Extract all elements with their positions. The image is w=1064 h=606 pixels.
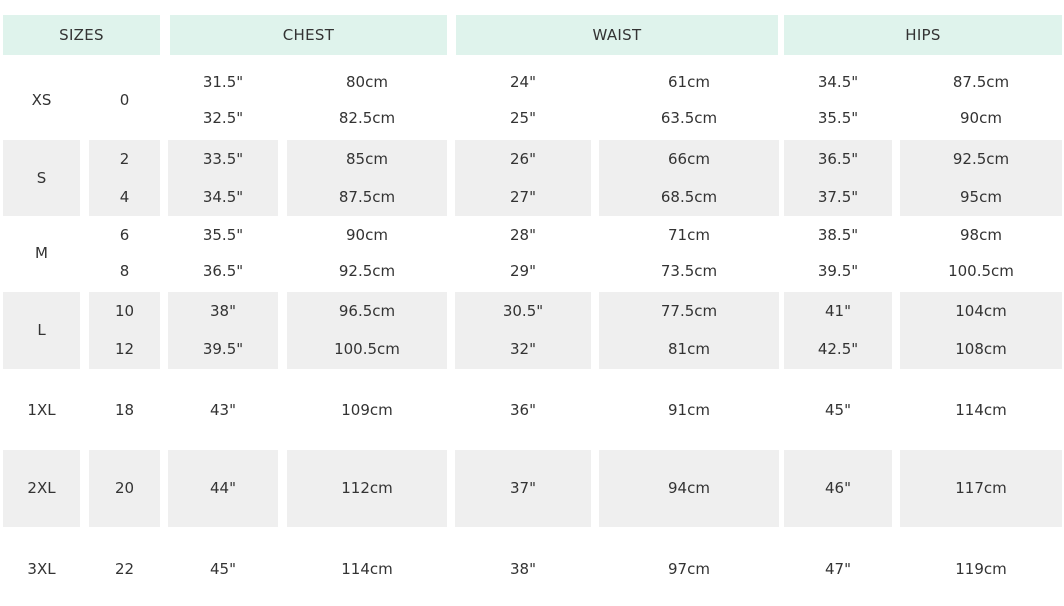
chest-cm-value: 100.5cm (334, 340, 400, 359)
size-label-cell (3, 64, 80, 136)
waist-cm-cell (599, 375, 779, 446)
size-label-cell (3, 292, 80, 369)
hips-inches-value: 42.5" (817, 340, 859, 359)
header-chest-label: CHEST (282, 25, 335, 44)
hips-inches-value: 35.5" (817, 108, 859, 127)
hips-inches-cell (784, 292, 892, 369)
waist-inches-value: 37" (510, 479, 536, 497)
size-label: 1XL (27, 401, 56, 419)
size-label: XS (31, 90, 52, 109)
header-hips (784, 15, 1062, 55)
waist-cm-value: 91cm (668, 401, 710, 419)
waist-inches-value: 26" (510, 149, 536, 168)
size-number-value: 4 (119, 187, 130, 206)
hips-cm-value: 114cm (955, 401, 1007, 419)
chest-inches-cell (168, 450, 278, 527)
size-label: S (36, 168, 47, 187)
hips-cm-value: 98cm (960, 226, 1002, 245)
chest-cm-value: 92.5cm (338, 261, 396, 280)
hips-cm-value: 117cm (955, 479, 1007, 497)
header-sizes (3, 15, 160, 55)
chest-inches-cell (168, 292, 278, 369)
waist-cm-value: 77.5cm (660, 301, 718, 320)
waist-cm-value: 68.5cm (660, 187, 718, 206)
chest-inches-cell (168, 375, 278, 446)
chest-inches-value: 39.5" (202, 340, 244, 359)
hips-cm-value: 87.5cm (952, 72, 1010, 91)
chest-cm-cell (287, 292, 447, 369)
waist-inches-value: 38" (510, 560, 536, 578)
chest-inches-cell (168, 64, 278, 136)
size-number-cell (89, 375, 160, 446)
chest-inches-value: 33.5" (202, 149, 244, 168)
chest-inches-cell (168, 218, 278, 289)
chest-inches-value: 35.5" (202, 226, 244, 245)
chest-inches-value: 32.5" (202, 108, 244, 127)
waist-cm-value: 73.5cm (660, 261, 718, 280)
hips-inches-value: 37.5" (817, 187, 859, 206)
hips-cm-cell (900, 292, 1062, 369)
waist-cm-value: 61cm (668, 72, 710, 91)
waist-inches-value: 30.5" (502, 301, 544, 320)
hips-cm-cell (900, 375, 1062, 446)
size-number-value: 20 (114, 479, 135, 497)
hips-inches-cell (784, 533, 892, 606)
hips-cm-value: 119cm (955, 560, 1007, 578)
hips-inches-value: 45" (825, 401, 851, 419)
waist-inches-cell (455, 450, 591, 527)
hips-inches-value: 41" (825, 301, 851, 320)
size-number-value: 12 (114, 340, 135, 359)
waist-cm-value: 94cm (668, 479, 710, 497)
waist-inches-value: 27" (510, 187, 536, 206)
chest-cm-value: 96.5cm (338, 301, 396, 320)
chest-cm-cell (287, 375, 447, 446)
size-number-value: 18 (114, 401, 135, 419)
size-label: 3XL (27, 560, 56, 578)
size-label-cell (3, 450, 80, 527)
waist-cm-cell (599, 218, 779, 289)
chest-inches-value: 45" (210, 560, 236, 578)
waist-inches-value: 25" (510, 108, 536, 127)
waist-inches-value: 32" (510, 340, 536, 359)
waist-inches-value: 24" (510, 72, 536, 91)
chest-inches-cell (168, 533, 278, 606)
hips-cm-value: 100.5cm (948, 261, 1014, 280)
hips-cm-cell (900, 218, 1062, 289)
hips-cm-cell (900, 533, 1062, 606)
waist-cm-value: 71cm (668, 226, 710, 245)
hips-inches-value: 38.5" (817, 226, 859, 245)
hips-cm-cell (900, 140, 1062, 216)
header-sizes-label: SIZES (59, 25, 104, 44)
hips-cm-value: 95cm (960, 187, 1002, 206)
hips-inches-cell (784, 140, 892, 216)
chest-cm-cell (287, 450, 447, 527)
hips-cm-cell (900, 64, 1062, 136)
waist-inches-value: 36" (510, 401, 536, 419)
chest-cm-value: 109cm (341, 401, 393, 419)
hips-cm-value: 90cm (960, 108, 1002, 127)
waist-cm-cell (599, 533, 779, 606)
hips-cm-value: 104cm (955, 301, 1007, 320)
chest-inches-value: 43" (210, 401, 236, 419)
waist-cm-cell (599, 64, 779, 136)
waist-inches-cell (455, 64, 591, 136)
size-label-cell (3, 218, 80, 289)
size-number-value: 2 (119, 149, 130, 168)
size-number-value: 0 (119, 90, 130, 109)
hips-inches-value: 39.5" (817, 261, 859, 280)
size-label-cell (3, 533, 80, 606)
waist-inches-cell (455, 292, 591, 369)
header-waist (456, 15, 778, 55)
hips-inches-cell (784, 375, 892, 446)
chest-cm-value: 82.5cm (338, 108, 396, 127)
chest-cm-cell (287, 218, 447, 289)
waist-inches-cell (455, 218, 591, 289)
chest-inches-cell (168, 140, 278, 216)
chest-inches-value: 38" (210, 301, 236, 320)
size-number-cell (89, 140, 160, 216)
chest-inches-value: 44" (210, 479, 236, 497)
hips-inches-value: 46" (825, 479, 851, 497)
size-number-value: 8 (119, 261, 130, 280)
chest-cm-value: 80cm (346, 72, 388, 91)
size-label: L (37, 321, 46, 339)
size-number-value: 10 (114, 301, 135, 320)
hips-cm-value: 108cm (955, 340, 1007, 359)
size-number-value: 6 (119, 226, 130, 245)
hips-inches-cell (784, 218, 892, 289)
chest-inches-value: 34.5" (202, 187, 244, 206)
hips-inches-cell (784, 450, 892, 527)
chest-cm-cell (287, 64, 447, 136)
chest-cm-value: 112cm (341, 479, 393, 497)
size-label: M (35, 244, 48, 262)
chest-cm-value: 87.5cm (338, 187, 396, 206)
size-number-cell (89, 292, 160, 369)
waist-cm-value: 97cm (668, 560, 710, 578)
hips-inches-value: 36.5" (817, 149, 859, 168)
hips-cm-value: 92.5cm (952, 149, 1010, 168)
waist-cm-cell (599, 450, 779, 527)
chest-cm-value: 90cm (346, 226, 388, 245)
waist-inches-value: 29" (510, 261, 536, 280)
header-waist-label: WAIST (592, 25, 642, 44)
waist-cm-value: 66cm (668, 149, 710, 168)
chest-cm-value: 114cm (341, 560, 393, 578)
hips-cm-cell (900, 450, 1062, 527)
waist-cm-value: 81cm (668, 340, 710, 359)
size-number-cell (89, 533, 160, 606)
size-label-cell (3, 140, 80, 216)
size-number-cell (89, 218, 160, 289)
waist-inches-cell (455, 140, 591, 216)
waist-inches-value: 28" (510, 226, 536, 245)
chest-cm-value: 85cm (346, 149, 388, 168)
header-hips-label: HIPS (905, 25, 941, 44)
waist-cm-cell (599, 292, 779, 369)
header-chest (170, 15, 447, 55)
size-label: 2XL (27, 479, 56, 497)
size-label-cell (3, 375, 80, 446)
hips-inches-cell (784, 64, 892, 136)
size-number-value: 22 (114, 560, 135, 578)
chest-inches-value: 36.5" (202, 261, 244, 280)
size-number-cell (89, 64, 160, 136)
waist-cm-value: 63.5cm (660, 108, 718, 127)
waist-cm-cell (599, 140, 779, 216)
chest-cm-cell (287, 533, 447, 606)
size-number-cell (89, 450, 160, 527)
chest-cm-cell (287, 140, 447, 216)
hips-inches-value: 47" (825, 560, 851, 578)
waist-inches-cell (455, 533, 591, 606)
chest-inches-value: 31.5" (202, 72, 244, 91)
waist-inches-cell (455, 375, 591, 446)
hips-inches-value: 34.5" (817, 72, 859, 91)
